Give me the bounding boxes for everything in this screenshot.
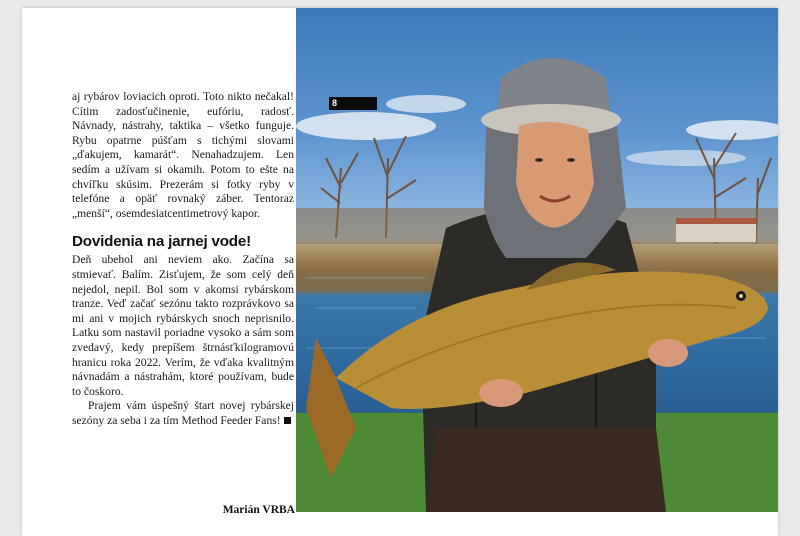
closing-text: Prajem vám úspešný štart novej rybárskej sezóny za seba i za tím Method Feeder Fans!	[72, 399, 294, 427]
page-number-badge: 8	[329, 97, 377, 110]
article-paragraph: Deň ubehol ani neviem ako. Začína sa stmievať. Balím. Zisťujem, že som celý deň nejedol, nepil. Bol som v akomsi rybárskom tranze. Veď začať sezónu takto rozprávkovo sa mi ani v mojich rybárskych snoch neprisnilo. Latku som nastavil poriadne vysoko a sám som zvedavý, kedy prepíšem štrnásťkilogramovú hranicu roka 2022. Verím, že vďaka kvalitným návnadám a nástrahám, ktoré používam, bude to čoskoro.	[72, 253, 294, 398]
end-mark-icon	[284, 417, 291, 424]
article-text-column	[72, 90, 294, 428]
article-paragraph-closing	[72, 399, 294, 428]
section-heading: Dovidenia na jarnej vode!	[72, 233, 251, 251]
article-paragraph: aj rybárov loviacich oproti. Toto nikto nečakal! Cítim zadosťučinenie, eufóriu, radosť. Návnady, nástrahy, taktika – všetko funguje. Rybu opatrne púšťam s tichými slovami „ďakujem, kamarát“. Nenahadzujem. Len sedím a užívam si okamih. Potom to ešte na chvíľku skúsim. Prezerám si fotky ryby v telefóne a opäť rovnaký záber. Tentoraz „menší“, osemdesiatcentimetrový kapor.	[72, 90, 294, 220]
magazine-page	[22, 8, 778, 536]
photo-illustration	[296, 8, 778, 512]
author-name: Marián VRBA	[222, 504, 295, 516]
photo-angler-with-carp	[296, 8, 778, 512]
